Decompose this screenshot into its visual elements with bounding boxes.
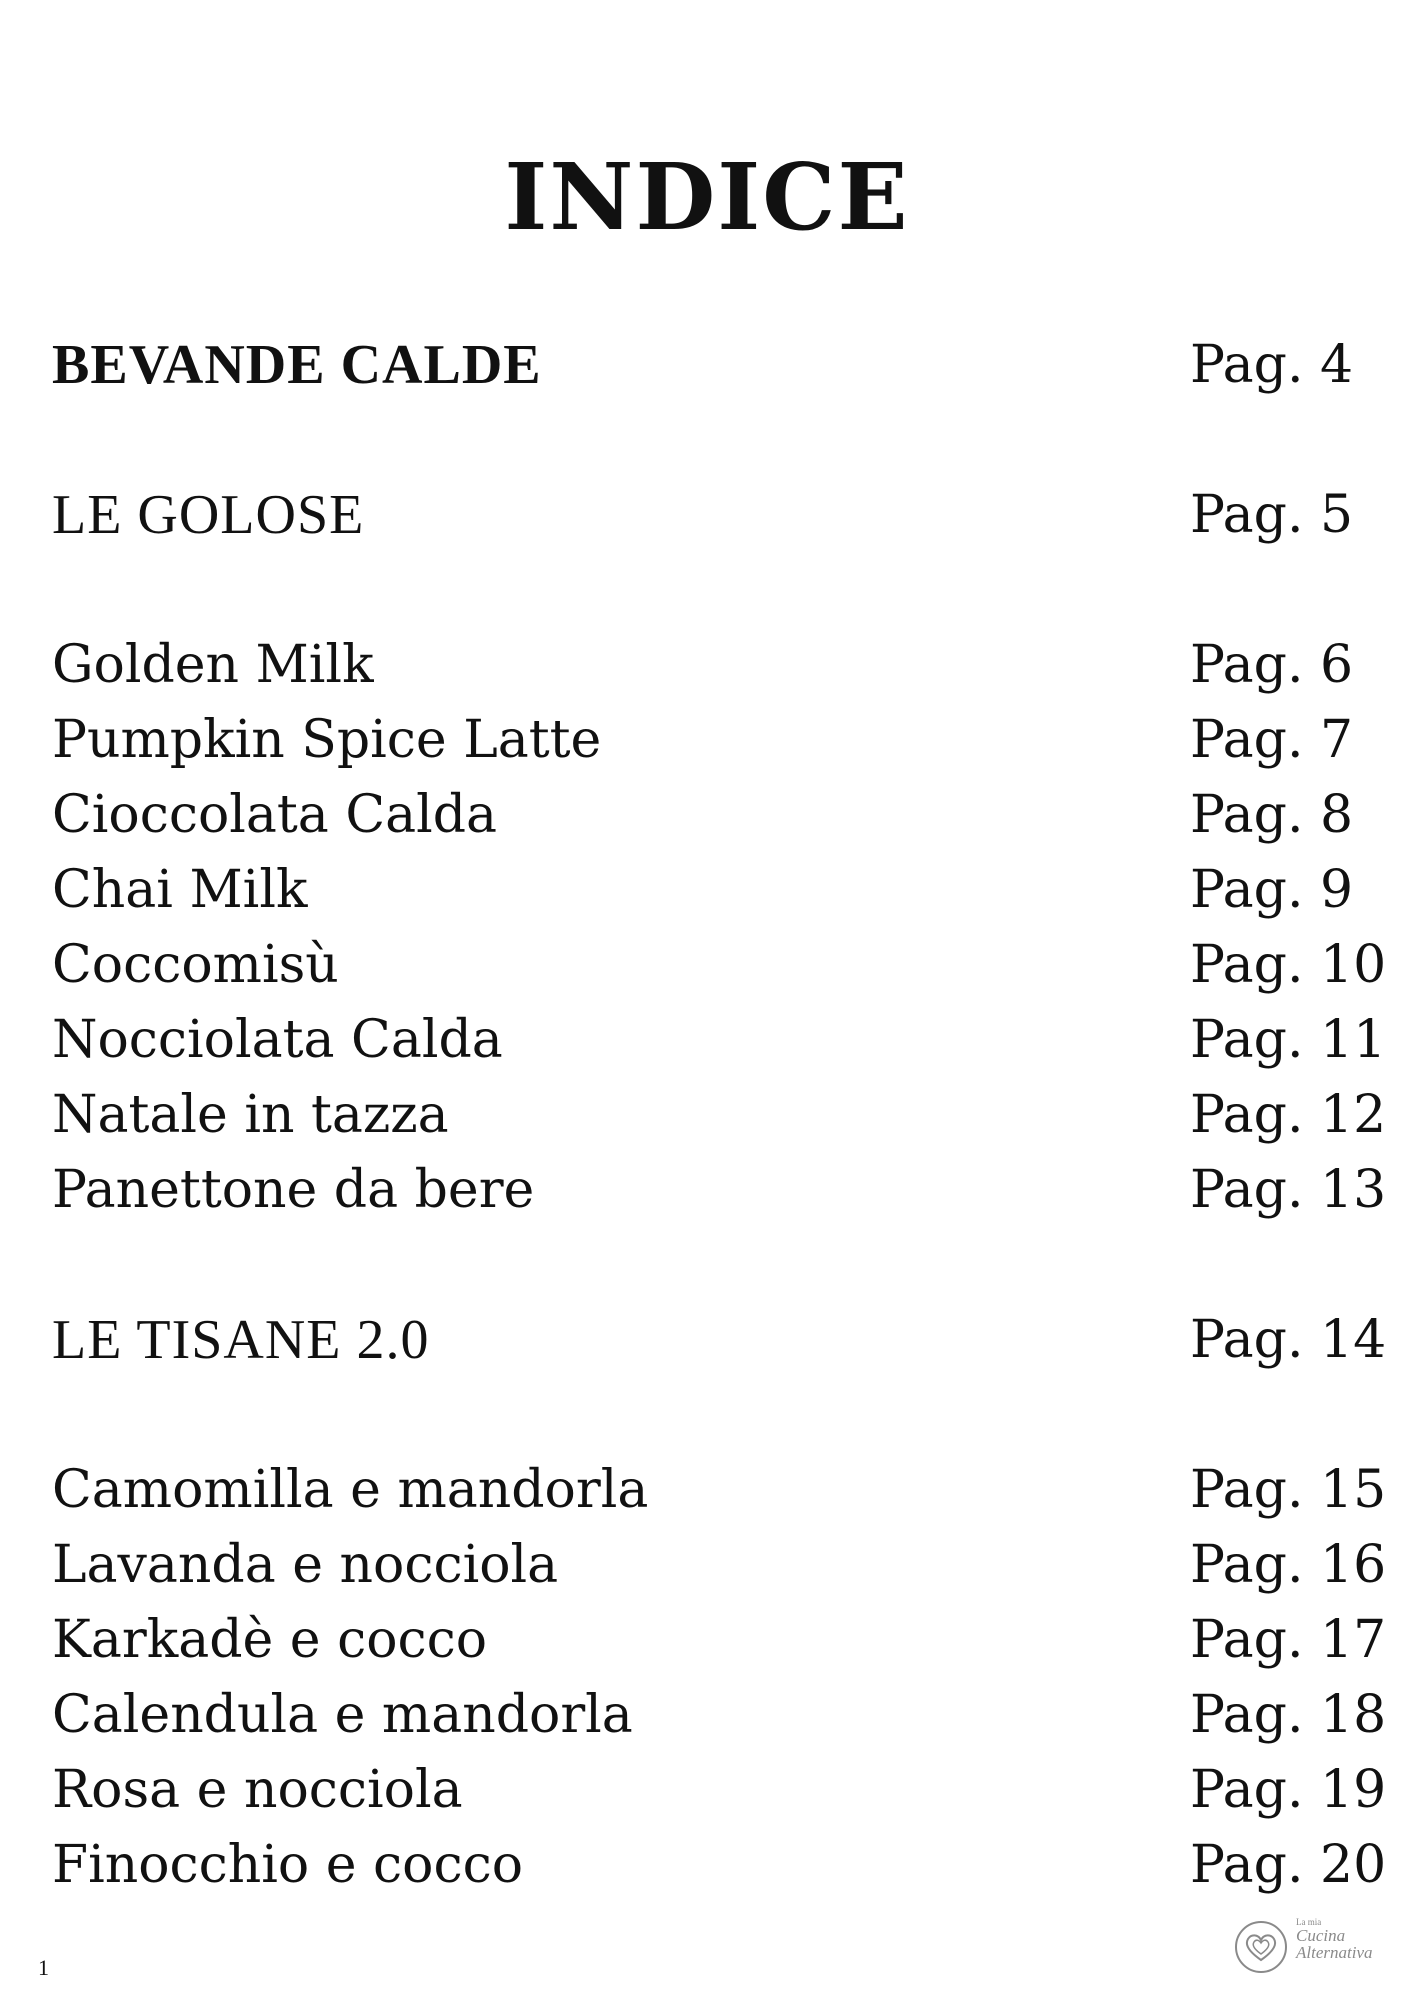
toc-entry-le-tisane[interactable]	[52, 1305, 1392, 1375]
toc-entry[interactable]	[52, 930, 1392, 1000]
toc-entry-page: Pag. 6	[1190, 635, 1354, 695]
toc-entry-label: Natale in tazza	[52, 1085, 449, 1145]
toc-entry[interactable]	[52, 705, 1392, 775]
toc-entry[interactable]	[52, 855, 1392, 925]
toc-entry-label: LE GOLOSE	[52, 484, 365, 546]
toc-entry-le-golose[interactable]	[52, 480, 1392, 550]
toc-entry-label: Pumpkin Spice Latte	[52, 710, 602, 770]
toc-entry-page: Pag. 11	[1190, 1010, 1387, 1070]
toc-entry-page: Pag. 14	[1190, 1310, 1387, 1370]
toc-entry[interactable]	[52, 1080, 1392, 1150]
toc-entry-label: Calendula e mandorla	[52, 1685, 633, 1745]
toc-entry-page: Pag. 16	[1190, 1535, 1387, 1595]
page-title: INDICE	[504, 143, 910, 251]
toc-entry[interactable]	[52, 1605, 1392, 1675]
toc-entry-page: Pag. 7	[1190, 710, 1354, 770]
toc-entry-page: Pag. 20	[1190, 1835, 1387, 1895]
toc-entry-label: Cioccolata Calda	[52, 785, 498, 845]
toc-entry-page: Pag. 10	[1190, 935, 1387, 995]
heart-logo-icon	[1232, 1920, 1290, 1974]
logo-text-small: La mia	[1296, 1917, 1322, 1927]
toc-entry[interactable]	[52, 1005, 1392, 1075]
toc-entry-page: Pag. 12	[1190, 1085, 1387, 1145]
toc-entry[interactable]	[52, 1755, 1392, 1825]
toc-entry-page: Pag. 18	[1190, 1685, 1387, 1745]
toc-entry-label: Coccomisù	[52, 935, 339, 995]
brand-logo	[1232, 1918, 1372, 1978]
logo-text-line2: Alternativa	[1296, 1943, 1373, 1962]
toc-entry-page: Pag. 17	[1190, 1610, 1387, 1670]
toc-entry-label: Camomilla e mandorla	[52, 1460, 649, 1520]
toc-entry[interactable]	[52, 780, 1392, 850]
toc-entry-page: Pag. 13	[1190, 1160, 1387, 1220]
toc-entry-label: Karkadè e cocco	[52, 1610, 488, 1670]
toc-entry-bevande-calde[interactable]	[52, 330, 1392, 400]
toc-entry[interactable]	[52, 1830, 1392, 1900]
toc-entry[interactable]	[52, 1680, 1392, 1750]
toc-entry[interactable]	[52, 1155, 1392, 1225]
toc-entry[interactable]	[52, 630, 1392, 700]
toc-entry-page: Pag. 9	[1190, 860, 1354, 920]
toc-entry-page: Pag. 19	[1190, 1760, 1387, 1820]
page-number: 1	[38, 1955, 49, 1980]
toc-entry-page: Pag. 15	[1190, 1460, 1387, 1520]
toc-entry-label: Finocchio e cocco	[52, 1835, 523, 1895]
toc-entry-label: Chai Milk	[52, 860, 308, 920]
logo-text-line1: Cucina	[1296, 1926, 1346, 1945]
toc-entry-label: Panettone da bere	[52, 1160, 535, 1220]
toc-entry-page: Pag. 8	[1190, 785, 1354, 845]
toc-entry-label: Rosa e nocciola	[52, 1760, 463, 1820]
toc-entry-label: Lavanda e nocciola	[52, 1535, 559, 1595]
toc-entry[interactable]	[52, 1530, 1392, 1600]
toc-entry-label: BEVANDE CALDE	[52, 334, 542, 396]
toc-entry-label: Nocciolata Calda	[52, 1010, 503, 1070]
toc-entry-page: Pag. 5	[1190, 485, 1354, 545]
toc-entry[interactable]	[52, 1455, 1392, 1525]
toc-entry-label: Golden Milk	[52, 635, 374, 695]
toc-entry-page: Pag. 4	[1190, 335, 1354, 395]
toc-entry-label: LE TISANE 2.0	[52, 1309, 430, 1371]
